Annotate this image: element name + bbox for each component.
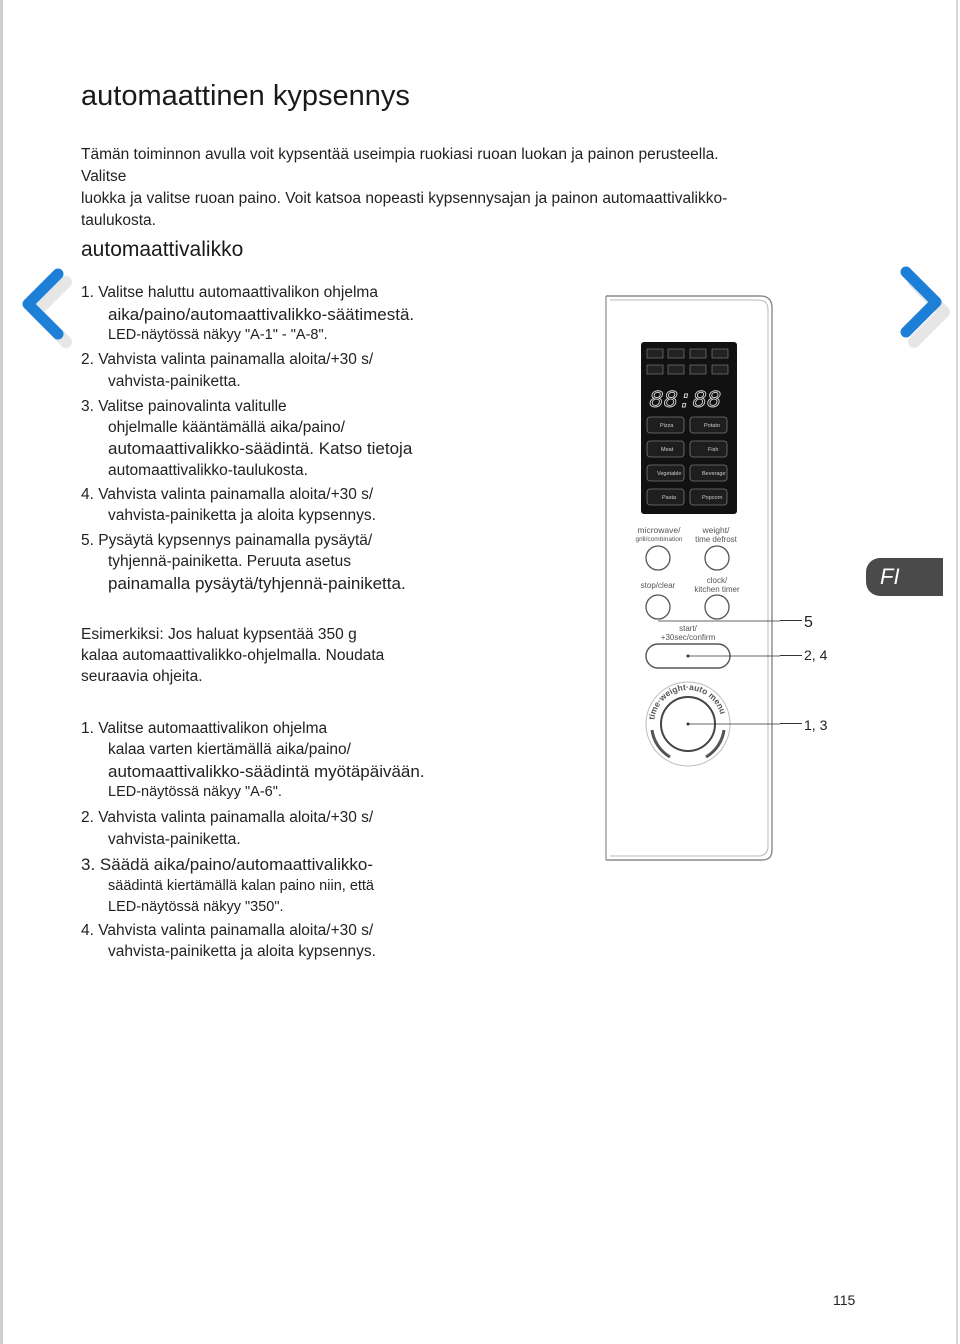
- step-1: 1. Valitse haluttu automaattivalikon ohjelma aika/paino/automaattivalikko-säätimestä. LED-näytössä näkyy "A-1" - "A-8".: [81, 284, 415, 343]
- dial-label: time·weight·auto menu: [646, 681, 729, 721]
- example-paragraph: Esimerkiksi: Jos haluat kypsentää 350 g kalaa automaattivalikko-ohjelmalla. Noudata seuraavia ohjeita.: [81, 626, 385, 685]
- microwave-label: microwave/ grill/combination: [635, 525, 683, 543]
- key-meat: Meat: [661, 447, 674, 453]
- callout-1-3: 1, 3: [804, 717, 828, 733]
- key-fish: Fish: [708, 447, 719, 453]
- callout-2-4: 2, 4: [804, 647, 828, 663]
- callout-5: 5: [804, 614, 813, 631]
- callout-line: [780, 620, 802, 621]
- step-4: 4. Vahvista valinta painamalla aloita/+30 s/ vahvista-painiketta ja aloita kypsennys.: [81, 486, 376, 524]
- page-title: automaattinen kypsennys: [81, 80, 410, 112]
- callout-line: [780, 723, 802, 724]
- section-title: automaattivalikko: [81, 238, 244, 261]
- key-vegetable: Vegetable: [657, 471, 682, 477]
- intro-line: taulukosta.: [81, 212, 156, 229]
- example-step-1: 1. Valitse automaattivalikon ohjelma kalaa varten kiertämällä aika/paino/ automaattivalikko-säädintä myötäpäivään. LED-näytössä näkyy "A-6".: [81, 720, 425, 800]
- stop-clear-label: stop/clear: [640, 581, 676, 590]
- example-step-3: 3. Säädä aika/paino/automaattivalikko- säädintä kiertämällä kalan paino niin, että LED-näytössä näkyy "350".: [81, 855, 374, 915]
- intro-line: luokka ja valitse ruoan paino. Voit katsoa nopeasti kypsennysajan ja painon automaattivalikko-: [81, 190, 728, 207]
- key-pizza: Pizza: [660, 423, 674, 429]
- start-confirm-label: start/ +30sec/confirm: [660, 624, 716, 642]
- key-beverage: Beverage: [702, 471, 726, 477]
- example-step-2: 2. Vahvista valinta painamalla aloita/+30 s/ vahvista-painiketta.: [81, 809, 374, 848]
- key-pasta: Pasta: [662, 495, 677, 501]
- step-3: 3. Valitse painovalinta valitulle ohjelmalle kääntämällä aika/paino/ automaattivalikko-säädintä. Katso tietoja automaattivalikko-taulukosta.: [81, 398, 413, 479]
- intro-paragraph: [81, 144, 761, 232]
- page-number: 115: [833, 1292, 856, 1308]
- step-2: 2. Vahvista valinta painamalla aloita/+30 s/ vahvista-painiketta.: [81, 351, 374, 390]
- language-tab: FI: [866, 558, 943, 596]
- key-potato: Potato: [704, 423, 720, 429]
- key-popcorn: Popcorn: [702, 495, 723, 501]
- clock-timer-label: clock/ kitchen timer: [694, 576, 740, 594]
- next-page-arrow-icon[interactable]: [896, 262, 956, 350]
- clock-timer-button[interactable]: [705, 595, 729, 619]
- microwave-button[interactable]: [646, 546, 670, 570]
- weight-defrost-label: weight/ time defrost: [695, 525, 737, 544]
- example-step-4: 4. Vahvista valinta painamalla aloita/+30 s/ vahvista-painiketta ja aloita kypsennys.: [81, 922, 376, 960]
- stop-clear-button[interactable]: [646, 595, 670, 619]
- intro-line: Tämän toiminnon avulla voit kypsentää useimpia ruokiasi ruoan luokan ja painon perusteella. Valitse: [81, 146, 719, 185]
- step-5: 5. Pysäytä kypsennys painamalla pysäytä/ tyhjennä-painiketta. Peruuta asetus painamalla pysäytä/tyhjennä-painiketta.: [81, 532, 406, 593]
- weight-defrost-button[interactable]: [705, 546, 729, 570]
- led-display-digits: 88:88: [649, 388, 722, 415]
- previous-page-arrow-icon[interactable]: [16, 266, 76, 350]
- callout-line: [780, 655, 802, 656]
